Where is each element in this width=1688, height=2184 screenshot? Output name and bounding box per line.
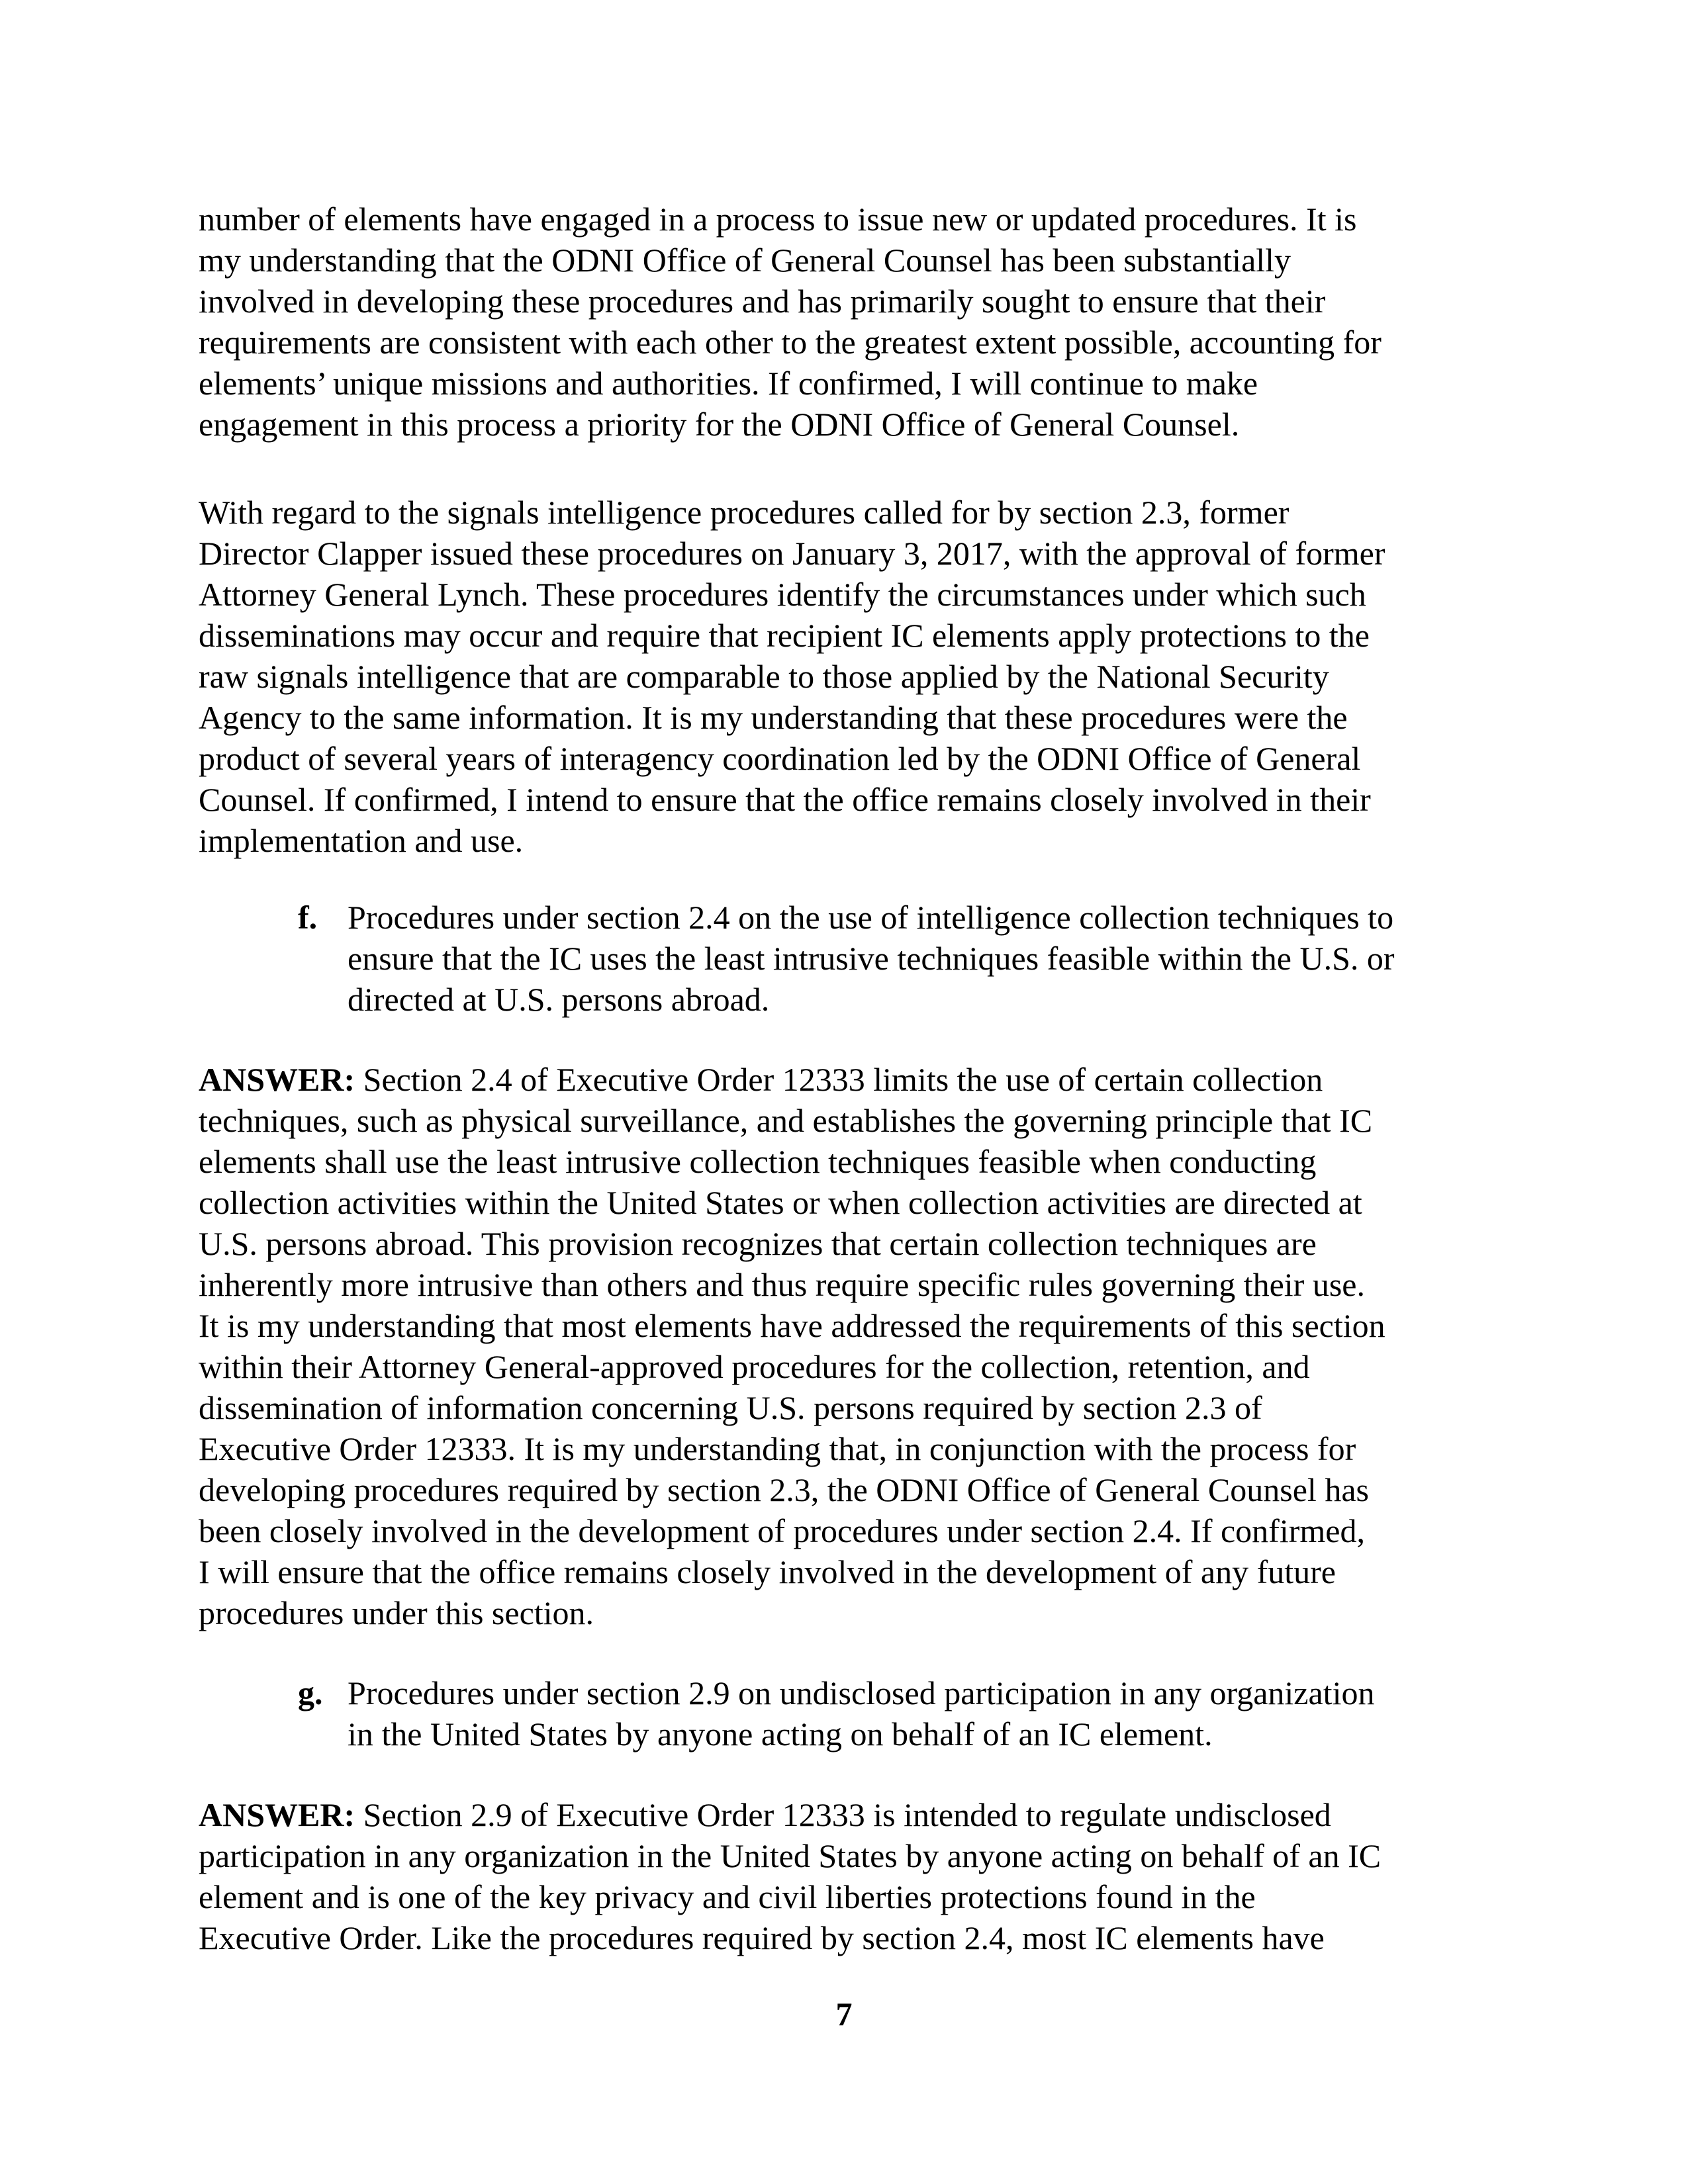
text-line: With regard to the signals intelligence procedures called for by section 2.3, former xyxy=(199,494,1289,531)
text-line: collection activities within the United States or when collection activities are directed at xyxy=(199,1184,1362,1221)
item-label: g. xyxy=(298,1674,323,1711)
text-line: Procedures under section 2.9 on undisclosed participation in any organization xyxy=(348,1674,1375,1711)
text-line xyxy=(199,1059,1496,1100)
text-line: dissemination of information concerning U.S. persons required by section 2.3 of xyxy=(199,1389,1262,1426)
text-line: Procedures under section 2.4 on the use of intelligence collection techniques to xyxy=(348,899,1394,936)
text-line: number of elements have engaged in a process to issue new or updated procedures. It is xyxy=(199,201,1357,238)
text-line: ensure that the IC uses the least intrusive techniques feasible within the U.S. or xyxy=(348,940,1395,977)
text-line: Executive Order. Like the procedures required by section 2.4, most IC elements have xyxy=(199,1919,1325,1956)
text-line: U.S. persons abroad. This provision recognizes that certain collection techniques are xyxy=(199,1225,1317,1262)
page-number: 7 xyxy=(835,1995,853,2032)
text-line: disseminations may occur and require that recipient IC elements apply protections to the xyxy=(199,617,1370,654)
answer-f xyxy=(199,1059,1496,1633)
text-line: procedures under this section. xyxy=(199,1594,594,1631)
item-label: f. xyxy=(298,899,318,936)
answer-label: ANSWER: xyxy=(199,1796,355,1833)
text-line: elements’ unique missions and authorities. If confirmed, I will continue to make xyxy=(199,365,1258,402)
answer-first-line: Section 2.9 of Executive Order 12333 is intended to regulate undisclosed xyxy=(355,1796,1331,1833)
text-line xyxy=(199,1794,1496,1835)
text-line: engagement in this process a priority for the ODNI Office of General Counsel. xyxy=(199,406,1240,443)
paragraph-signals-intelligence xyxy=(199,492,1496,861)
text-line: requirements are consistent with each other to the greatest extent possible, accounting for xyxy=(199,324,1382,361)
item-text xyxy=(348,897,1395,1020)
text-line: my understanding that the ODNI Office of General Counsel has been substantially xyxy=(199,242,1291,279)
text-line: participation in any organization in the United States by anyone acting on behalf of an IC xyxy=(199,1837,1382,1874)
text-line: Attorney General Lynch. These procedures identify the circumstances under which such xyxy=(199,576,1366,613)
text-line: elements shall use the least intrusive collection techniques feasible when conducting xyxy=(199,1143,1317,1180)
text-line: been closely involved in the development of procedures under section 2.4. If confirmed, xyxy=(199,1512,1365,1549)
text-line: raw signals intelligence that are comparable to those applied by the National Security xyxy=(199,658,1329,695)
paragraph-continuation xyxy=(199,199,1496,445)
text-line: product of several years of interagency coordination led by the ODNI Office of General xyxy=(199,740,1361,777)
text-line: within their Attorney General-approved procedures for the collection, retention, and xyxy=(199,1348,1310,1385)
text-line: Counsel. If confirmed, I intend to ensure that the office remains closely involved in their xyxy=(199,781,1371,818)
answer-first-line: Section 2.4 of Executive Order 12333 limits the use of certain collection xyxy=(355,1061,1323,1098)
text-line: I will ensure that the office remains closely involved in the development of any future xyxy=(199,1553,1336,1590)
item-text xyxy=(348,1672,1374,1754)
text-line: inherently more intrusive than others and thus require specific rules governing their use. xyxy=(199,1266,1365,1303)
text-line: Agency to the same information. It is my understanding that these procedures were the xyxy=(199,699,1348,736)
text-line: directed at U.S. persons abroad. xyxy=(348,981,770,1018)
text-line: Executive Order 12333. It is my understanding that, in conjunction with the process for xyxy=(199,1430,1356,1467)
text-line: involved in developing these procedures and has primarily sought to ensure that their xyxy=(199,283,1326,320)
answer-label: ANSWER: xyxy=(199,1061,355,1098)
text-line: It is my understanding that most elements have addressed the requirements of this section xyxy=(199,1307,1385,1344)
text-line: element and is one of the key privacy and civil liberties protections found in the xyxy=(199,1878,1256,1915)
text-line: implementation and use. xyxy=(199,822,524,859)
text-line: in the United States by anyone acting on behalf of an IC element. xyxy=(348,1715,1213,1752)
text-line: developing procedures required by section 2.3, the ODNI Office of General Counsel has xyxy=(199,1471,1369,1508)
text-line: Director Clapper issued these procedures on January 3, 2017, with the approval of former xyxy=(199,535,1385,572)
answer-g xyxy=(199,1794,1496,1958)
text-line: techniques, such as physical surveillance, and establishes the governing principle that IC xyxy=(199,1102,1373,1139)
